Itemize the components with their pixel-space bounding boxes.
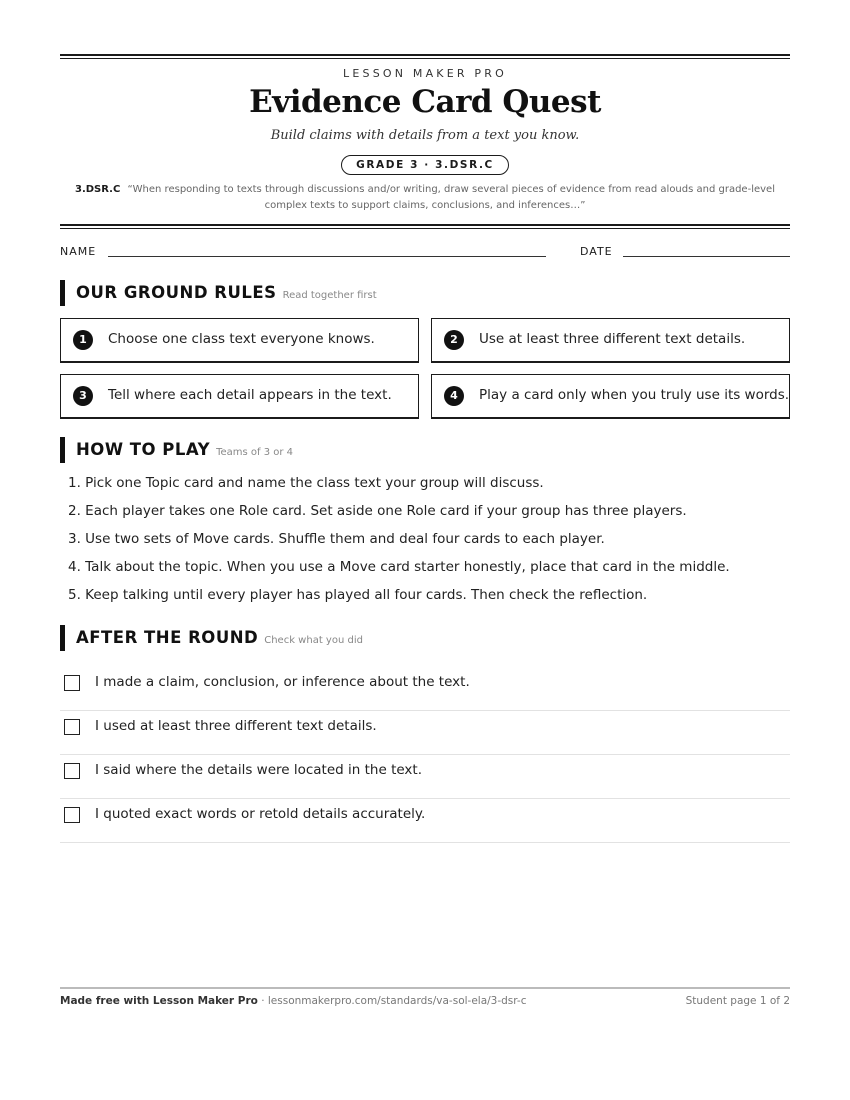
how-to-play-title: HOW TO PLAY <box>76 440 211 459</box>
ground-rule-card <box>431 318 790 363</box>
ground-rule-card <box>60 374 419 419</box>
rule-text: Use at least three different text details. <box>479 331 746 347</box>
reflection-item <box>60 666 790 711</box>
rule-number-badge: 2 <box>444 330 464 350</box>
ground-rules-note: Read together first <box>282 290 377 301</box>
instruction-step: 3. Use two sets of Move cards. Shuffle them and deal four cards to each player. <box>68 531 605 547</box>
ground-rule-card <box>431 374 790 419</box>
how-to-play-heading <box>60 437 293 463</box>
name-field[interactable] <box>108 256 546 257</box>
rule-number-badge: 4 <box>444 386 464 406</box>
ground-rules-title: OUR GROUND RULES <box>76 283 277 302</box>
reflection-item <box>60 798 790 843</box>
brand-name: LESSON MAKER PRO <box>343 67 507 80</box>
header-bottom-double-rule <box>60 224 790 229</box>
reflection-item <box>60 710 790 755</box>
reflection-text: I used at least three different text details. <box>95 718 377 734</box>
standard-text: “When responding to texts through discussions and/or writing, draw several pieces of evidence from read alouds and grade-level complex texts to support claims, conclusions, and inferences…” <box>127 184 775 211</box>
instruction-step: 5. Keep talking until every player has played all four cards. Then check the reflection. <box>68 587 648 603</box>
top-double-rule <box>60 54 790 59</box>
instruction-step: 2. Each player takes one Role card. Set aside one Role card if your group has three players. <box>68 503 687 519</box>
rule-text: Choose one class text everyone knows. <box>108 331 375 347</box>
date-label: DATE <box>580 245 613 258</box>
reflection-item <box>60 754 790 799</box>
reflection-checkbox[interactable] <box>64 719 80 735</box>
grade-badge: GRADE 3 · 3.DSR.C <box>341 155 509 175</box>
rule-text: Tell where each detail appears in the text. <box>108 387 392 403</box>
rule-number-badge: 1 <box>73 330 93 350</box>
name-label: NAME <box>60 245 97 258</box>
how-to-play-note: Teams of 3 or 4 <box>216 447 294 458</box>
date-field[interactable] <box>623 256 790 257</box>
page-subtitle: Build claims with details from a text you know. <box>270 128 580 143</box>
after-round-note: Check what you did <box>264 635 363 646</box>
name-date-row <box>60 245 790 261</box>
instruction-step: 1. Pick one Topic card and name the class text your group will discuss. <box>68 475 544 491</box>
page-footer <box>60 995 790 1007</box>
reflection-text: I made a claim, conclusion, or inference about the text. <box>95 674 470 690</box>
reflection-checkbox[interactable] <box>64 675 80 691</box>
after-round-title: AFTER THE ROUND <box>76 628 259 647</box>
footer-divider <box>60 987 790 989</box>
reflection-text: I quoted exact words or retold details accurately. <box>95 806 426 822</box>
standard-code: 3.DSR.C <box>75 184 121 195</box>
rule-number-badge: 3 <box>73 386 93 406</box>
footer-credit: Made free with Lesson Maker Pro <box>60 995 258 1007</box>
standard-description <box>70 182 780 214</box>
instruction-step: 4. Talk about the topic. When you use a Move card starter honestly, place that card in the middle. <box>68 559 730 575</box>
reflection-checkbox[interactable] <box>64 807 80 823</box>
page-title: Evidence Card Quest <box>249 84 601 120</box>
footer-url[interactable]: · lessonmakerpro.com/standards/va-sol-ela/3-dsr-c <box>257 995 527 1007</box>
ground-rules-heading <box>60 280 377 306</box>
reflection-text: I said where the details were located in the text. <box>95 762 422 778</box>
worksheet-page <box>60 0 790 1100</box>
instruction-steps <box>68 473 790 613</box>
after-round-heading <box>60 625 363 651</box>
page-number: Student page 1 of 2 <box>685 995 790 1007</box>
rule-text: Play a card only when you truly use its words. <box>479 387 790 403</box>
ground-rule-card <box>60 318 419 363</box>
reflection-checkbox[interactable] <box>64 763 80 779</box>
